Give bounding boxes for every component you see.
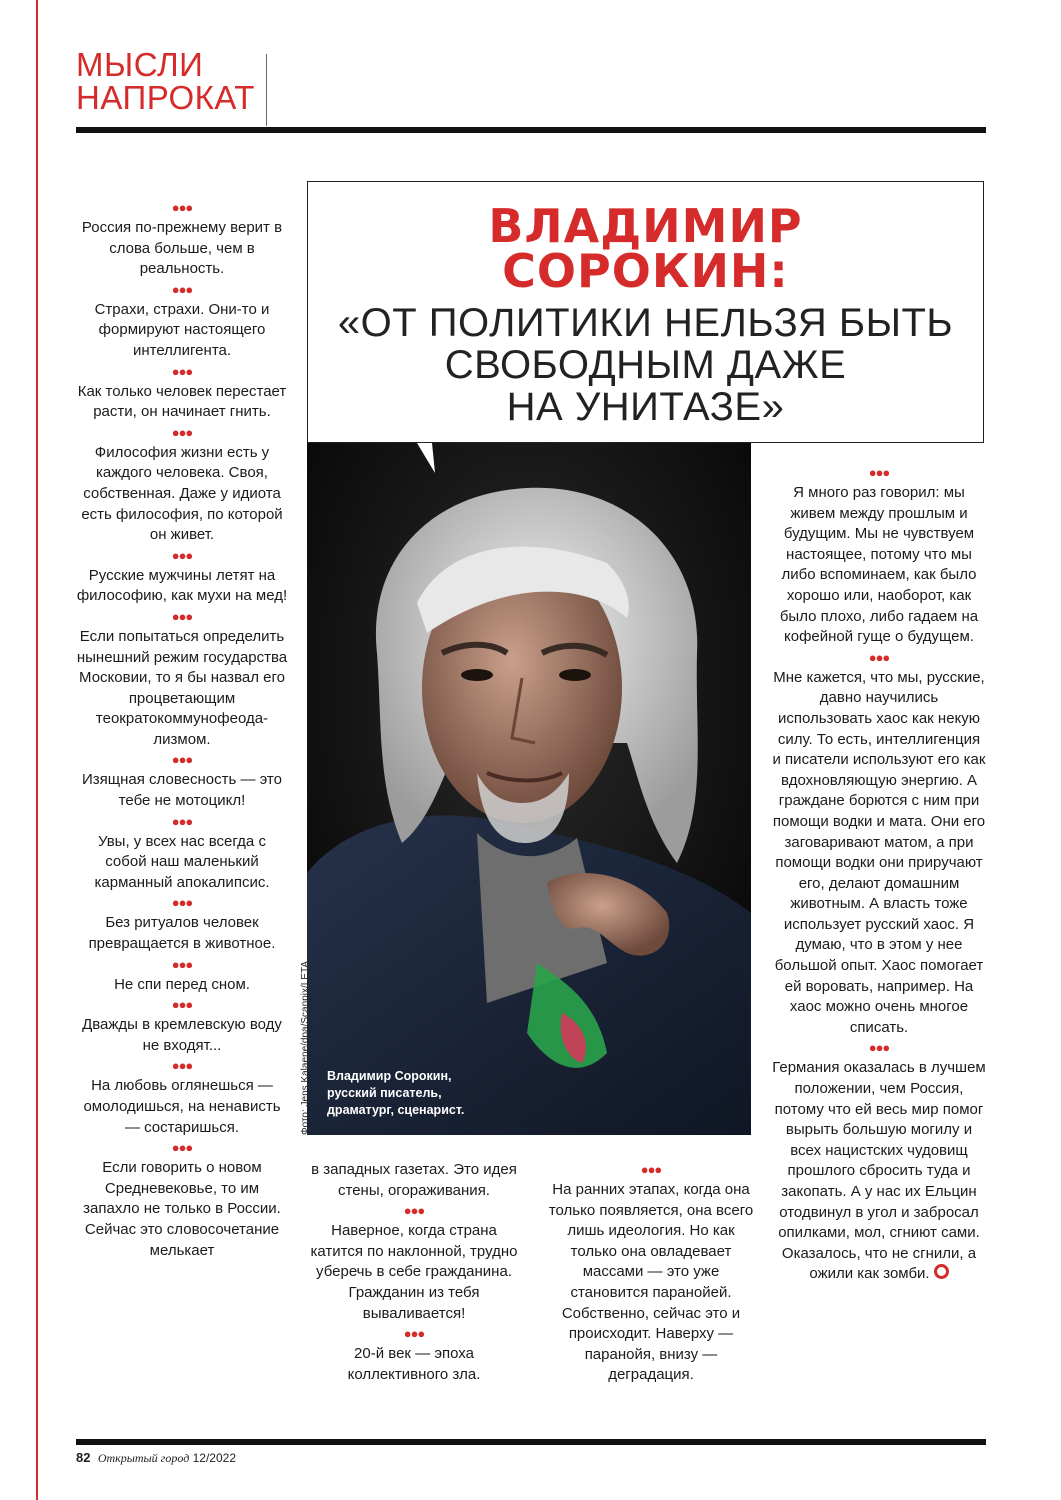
final-paragraph — [772, 1058, 986, 1285]
quote-paragraph: Как только человек перестает расти, он начинает гнить. — [77, 382, 287, 421]
headline-name-line-2: СОРОКИН: — [502, 244, 789, 298]
photo-caption — [327, 1068, 464, 1119]
separator-icon: ●●● — [868, 649, 890, 665]
photo-caption-line-1: Владимир Сорокин, — [327, 1069, 452, 1083]
quote-paragraph: Если попытаться определить нынешний режим государства Московии, то я бы назвал его процветающим теократокоммунофеода-лизмом. — [76, 627, 288, 748]
page-number: 82 — [76, 1450, 91, 1465]
separator-icon: ●●● — [868, 465, 890, 480]
quote-paragraph: Философия жизни есть у каждого человека. Своя, собственная. Даже у идиота есть философия, по которой он живет. — [81, 443, 283, 544]
separator-icon: ●●● — [868, 1040, 890, 1056]
photo-caption-line-3: драматург, сценарист. — [327, 1103, 465, 1117]
middle-column-2 — [545, 1160, 757, 1386]
separator-icon: ●●● — [640, 1162, 662, 1177]
separator-icon: ●●● — [171, 363, 193, 379]
separator-icon: ●●● — [171, 813, 193, 829]
separator-icon: ●●● — [171, 547, 193, 563]
final-paragraph-text: Германия оказалась в лучшем положении, чем Россия, потому что ей весь мир помог вырыть большую могилу и всех нацистских чудовищ прошлого сбросить туда и закопать. А у нас их Ельцин отодвинул в угол и забросал опилками, мол, сгниют сами. Оказалось, что не сгнили, а ожили как зомби. — [772, 1059, 986, 1283]
top-rule — [76, 127, 986, 133]
right-quotes-column — [772, 463, 986, 1285]
separator-icon: ●●● — [171, 1140, 193, 1156]
separator-icon: ●●● — [171, 895, 193, 911]
headline-quote-line-3: НА УНИТАЗЕ» — [506, 385, 785, 429]
headline-name-line-1: ВЛАДИМИР — [488, 199, 803, 253]
left-quotes-column — [76, 198, 288, 1261]
quote-paragraph: Не спи перед сном. — [114, 975, 250, 993]
separator-icon: ●●● — [403, 1326, 425, 1342]
quote-paragraph: Русские мужчины летят на философию, как мухи на мед! — [76, 566, 288, 605]
separator-icon: ●●● — [171, 1058, 193, 1074]
quote-paragraph: Если говорить о новом Средневековье, то им запахло не только в России. Сейчас это словосочетание мелькает — [83, 1159, 281, 1259]
rubric-line-1: МЫСЛИ — [76, 46, 204, 83]
left-accent-rule — [36, 0, 38, 1500]
headline-box — [307, 181, 984, 443]
end-of-article-icon — [934, 1264, 949, 1279]
quote-paragraph: Без ритуалов человек превращается в животное. — [88, 914, 276, 953]
headline-quote-line-1: «ОТ ПОЛИТИКИ НЕЛЬЗЯ БЫТЬ — [337, 301, 954, 345]
headline-quote-line-2: СВОБОДНЫМ ДАЖЕ — [444, 343, 847, 387]
quote-paragraph: Изящная словесность — это тебе не мотоцикл! — [82, 771, 282, 810]
quote-paragraph: Россия по-прежнему верит в слова больше, чем в реальность. — [81, 219, 283, 278]
separator-icon: ●●● — [171, 281, 193, 297]
separator-icon: ●●● — [171, 608, 193, 624]
portrait-illustration — [307, 443, 751, 1135]
middle-column-1 — [308, 1160, 520, 1385]
page-footer — [76, 1450, 236, 1466]
separator-icon: ●●● — [171, 752, 193, 768]
magazine-name: Открытый город — [97, 1451, 190, 1465]
issue-number: 12/2022 — [192, 1451, 237, 1465]
quote-paragraph: Наверное, когда страна катится по наклонной, трудно уберечь в себе гражданина. Гражданин из тебя вываливается! — [310, 1222, 518, 1322]
continued-paragraph: в западных газетах. Это идея стены, огораживания. — [311, 1161, 517, 1199]
headline-quote — [308, 302, 983, 428]
separator-icon: ●●● — [171, 956, 193, 972]
separator-icon: ●●● — [171, 424, 193, 440]
quote-paragraph: На ранних этапах, когда она только появляется, она всего лишь идеология. Но как только она овладевает массами — это уже становится паранойей. Собственно, сейчас это и происходит. Наверху — паранойя, внизу — деградация. — [548, 1181, 754, 1384]
quote-paragraph: На любовь оглянешься — омолодишься, на ненависть — состаришься. — [83, 1077, 281, 1136]
quote-paragraph: Дважды в кремлевскую воду не входят... — [82, 1016, 282, 1054]
separator-icon: ●●● — [171, 997, 193, 1013]
separator-icon: ●●● — [171, 200, 193, 215]
bottom-rule — [76, 1439, 986, 1445]
separator-icon: ●●● — [403, 1203, 425, 1219]
section-rubric — [76, 48, 255, 114]
photo-caption-line-2: русский писатель, — [327, 1086, 442, 1100]
rubric-divider — [266, 54, 267, 126]
quote-paragraph: Увы, у всех нас всегда с собой наш маленький карманный апокалипсис. — [94, 832, 270, 891]
rubric-line-2: НАПРОКАТ — [76, 79, 255, 116]
quote-paragraph: 20-й век — эпоха коллективного зла. — [347, 1345, 481, 1383]
quote-paragraph: Мне кажется, что мы, русские, давно научились использовать хаос как некую силу. То есть, интеллигенция и писатели используют его как вдохновляющую энергию. А граждане борются с ним при помощи водки и мата. Они его заговаривают матом, а при помощи водки они приручают его, делают домашним животным. А власть тоже использует русский хаос. Я думаю, что в этом у нее большой опыт. Хаос помогает ей воровать, например. На хаос можно очень многое списать. — [772, 668, 986, 1036]
headline-name — [308, 199, 983, 298]
photo-credit: Фото: Jens Kalaene/dpa/Scanpix/LETA — [300, 961, 311, 1135]
quote-paragraph: Я много раз говорил: мы живем между прошлым и будущим. Мы не чувствуем настоящее, потому что мы либо вспоминаем, как было хорошо или, наоборот, как было плохо, либо гадаем на кофейной гуще о будущем. — [779, 484, 979, 646]
quote-paragraph: Страхи, страхи. Они-то и формируют настоящего интеллигента. — [94, 300, 270, 359]
author-photo — [307, 443, 751, 1135]
